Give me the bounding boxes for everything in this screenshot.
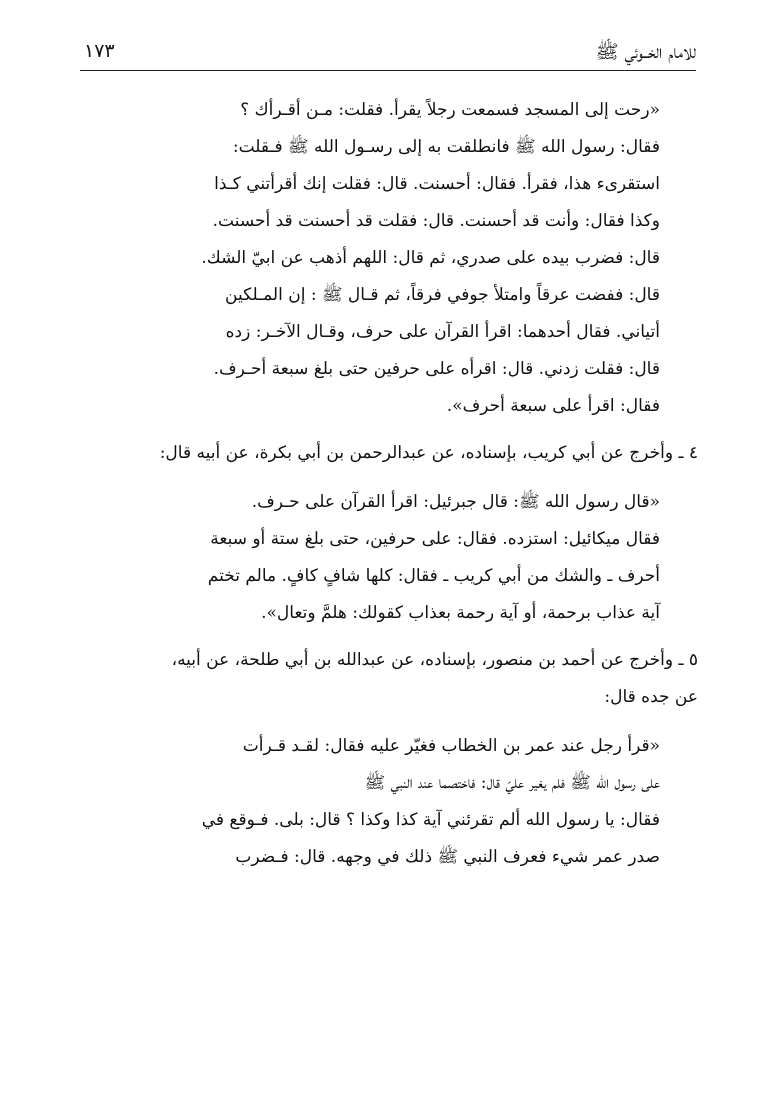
- text-line: عن جده قال:: [604, 687, 698, 707]
- text-line: فقال ميكائيل: استزده. فقال: على حرفين، حتى بلغ ستة أو سبعة: [210, 529, 660, 549]
- page-header: [80, 36, 696, 71]
- text-line: «قال رسول الله ﷺ: قال جبرئيل: اقرأ القرآن على حـرف.: [251, 492, 660, 512]
- text-line: أتياني. فقال أحدهما: اقرأ القرآن على حرف، وقـال الآخـر: زده: [225, 322, 660, 342]
- text-line: ٤ ـ وأخرج عن أبي كريب، بإسناده، عن عبدالرحمن بن أبي بكرة، عن أبيه قال:: [159, 443, 698, 463]
- text-line: آية عذاب برحمة، أو آية رحمة بعذاب كقولك: هلمَّ وتعال».: [261, 603, 660, 623]
- text-line: فقال: رسول الله ﷺ فانطلقت به إلى رسـول الله ﷺ فـقلت:: [232, 137, 660, 157]
- text-line: قال: ففضت عرقاً وامتلأ جوفي فرقاً، ثم قـال ﷺ : إن المـلكين: [225, 285, 660, 305]
- text-line: قال: فضرب بيده على صدري، ثم قال: اللهم أذهب عن ابيّ الشك.: [201, 248, 660, 268]
- text-line: قال: فقلت زدني. قال: اقرأه على حرفين حتى بلغ سبعة أحـرف.: [213, 359, 660, 379]
- text-line: فقال: يا رسول الله ألم تقرئني آية كذا وكذا ؟ قال: بلى. فـوقع في: [201, 810, 660, 830]
- hadith-quote-block: [78, 484, 698, 632]
- text-line: «رحت إلى المسجد فسمعت رجلاً يقرأ. فقلت: مـن أقـرأك ؟: [240, 100, 660, 120]
- text-line: «قرأ رجل عند عمر بن الخطاب فغيّر عليه فقال: لقـد قـرأت: [242, 736, 660, 756]
- text-line: ٥ ـ وأخرج عن أحمد بن منصور، بإسناده، عن عبدالله بن أبي طلحة، عن أبيه،: [171, 650, 698, 670]
- text-line: على رسول الله ﷺ فلم يغير عليّ قال: فاختصما عند النبي ﷺ: [364, 773, 660, 793]
- text-line: استقرىء هذا، فقرأ. فقال: أحسنت. قال: فقلت إنك أقرأتني كـذا: [214, 174, 660, 194]
- numbered-item-4: [78, 435, 698, 472]
- text-line: وكذا فقال: وأنت قد أحسنت. قال: فقلت قد أحسنت قد أحسنت.: [212, 211, 660, 231]
- text-line: صدر عمر شيء فعرف النبي ﷺ ذلك في وجهه. قال: فـضرب: [235, 847, 660, 867]
- numbered-item-5: [78, 642, 698, 716]
- text-line: أحرف ـ والشك من أبي كريب ـ فقال: كلها شافٍ كافٍ. مالم تختم: [207, 566, 660, 586]
- running-title: للامام الخــوئي ﷺ: [595, 41, 696, 63]
- page-body: [78, 92, 698, 876]
- text-line: فقال: اقرأ على سبعة أحرف».: [446, 396, 660, 416]
- hadith-quote-block: [78, 92, 698, 425]
- hadith-quote-block: [78, 728, 698, 876]
- page-number: ١٧٣: [84, 40, 115, 62]
